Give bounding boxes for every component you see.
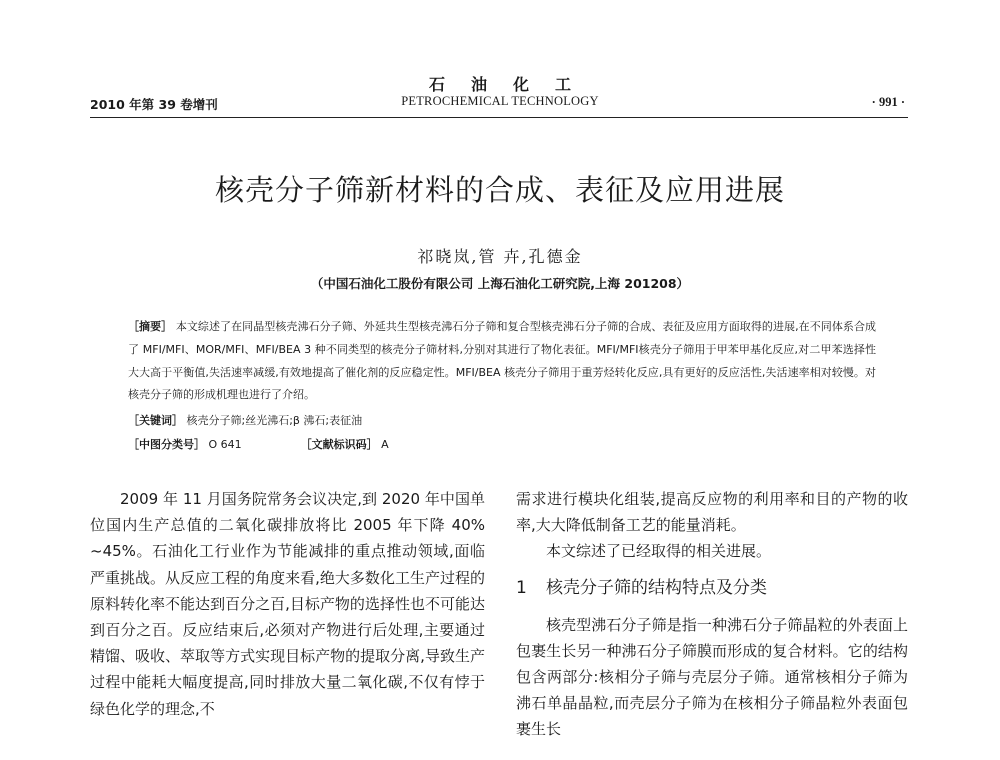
overview-paragraph: 本文综述了已经取得的相关进展。 (546, 542, 772, 561)
document-code-value: A (381, 438, 389, 451)
header-rule (90, 117, 908, 118)
journal-title-english: PETROCHEMICAL TECHNOLOGY (401, 94, 599, 108)
classification-label: ［中图分类号］ (128, 438, 205, 451)
classification-value: O 641 (208, 438, 242, 451)
abstract-text: 本文综述了在同晶型核壳沸石分子筛、外延共生型核壳沸石分子筛和复合型核壳沸石分子筛的合成、表征及应用方面取得的进展,在不同体系合成了 MFI/MFI、MOR/MFI、MFI/BEA 3 种不同类型的核壳分子筛材料,分别对其进行了物化表征。MFI/MFI核壳分子筛用于甲苯甲基化反应,对二甲苯选择性大大高于平衡值,失活速率减缓,有效地提高了催化剂的反应稳定性。MFI/BEA 核壳分子筛用于重芳烃转化反应,具有更好的反应活性,失活速率相对较慢。对核壳分子筛的形成机理也进行了介绍。 (128, 320, 877, 402)
abstract (128, 316, 876, 407)
article-title: 核壳分子筛新材料的合成、表征及应用进展 (214, 173, 785, 207)
issue-info: 2010 年第 39 卷增刊 (90, 97, 218, 112)
abstract-label: ［摘要］ (128, 320, 173, 333)
journal-title-chinese: 石油化工 (428, 75, 597, 94)
section-paragraph: 核壳型沸石分子筛是指一种沸石分子筛晶粒的外表面上包裹生长另一种沸石分子筛膜而形成的复合材料。它的结构包含两部分:核相分子筛与壳层分子筛。通常核相分子筛为沸石单晶晶粒,而壳层分子筛为在核相分子筛晶粒外表面包裹生长 (516, 615, 908, 739)
affiliation: （中国石油化工股份有限公司 上海石油化工研究院,上海 201208） (310, 276, 690, 291)
intro-continuation: 需求进行模块化组装,提高反应物的利用率和目的产物的收率,大大降低制备工艺的能量消耗。 (516, 490, 908, 535)
body-column-right (516, 486, 908, 743)
document-code-label: ［文献标识码］ (300, 438, 378, 451)
keywords-label: ［关键词］ (128, 414, 183, 427)
section-number: 1 (516, 577, 527, 598)
authors: 祁晓岚,管 卉,孔德金 (417, 247, 583, 266)
intro-paragraph: 2009 年 11 月国务院常务会议决定,到 2020 年中国单位国内生产总值的二氧化碳排放将比 2005 年下降 40% ~45%。石油化工行业作为节能减排的重点推动领域,面临严重挑战。从反应工程的角度来看,绝大多数化工生产过程的原料转化率不能达到百分之百,目标产物的选择性也不可能达到百分之百。反应结束后,必须对产物进行后处理,主要通过精馏、吸收、萃取等方式实现目标产物的提取分离,导致生产过程中能耗大幅度提高,同时排放大量二氧化碳,不仅有悖于绿色化学的理念,不 (90, 490, 485, 718)
section-title: 核壳分子筛的结构特点及分类 (546, 577, 767, 598)
body-column-left (90, 486, 485, 722)
keywords-text: 核壳分子筛;丝光沸石;β 沸石;表征油 (186, 414, 363, 427)
classification (128, 436, 389, 452)
keywords (128, 412, 362, 428)
section-heading (516, 574, 908, 602)
page-number: · 991 · (871, 95, 905, 109)
